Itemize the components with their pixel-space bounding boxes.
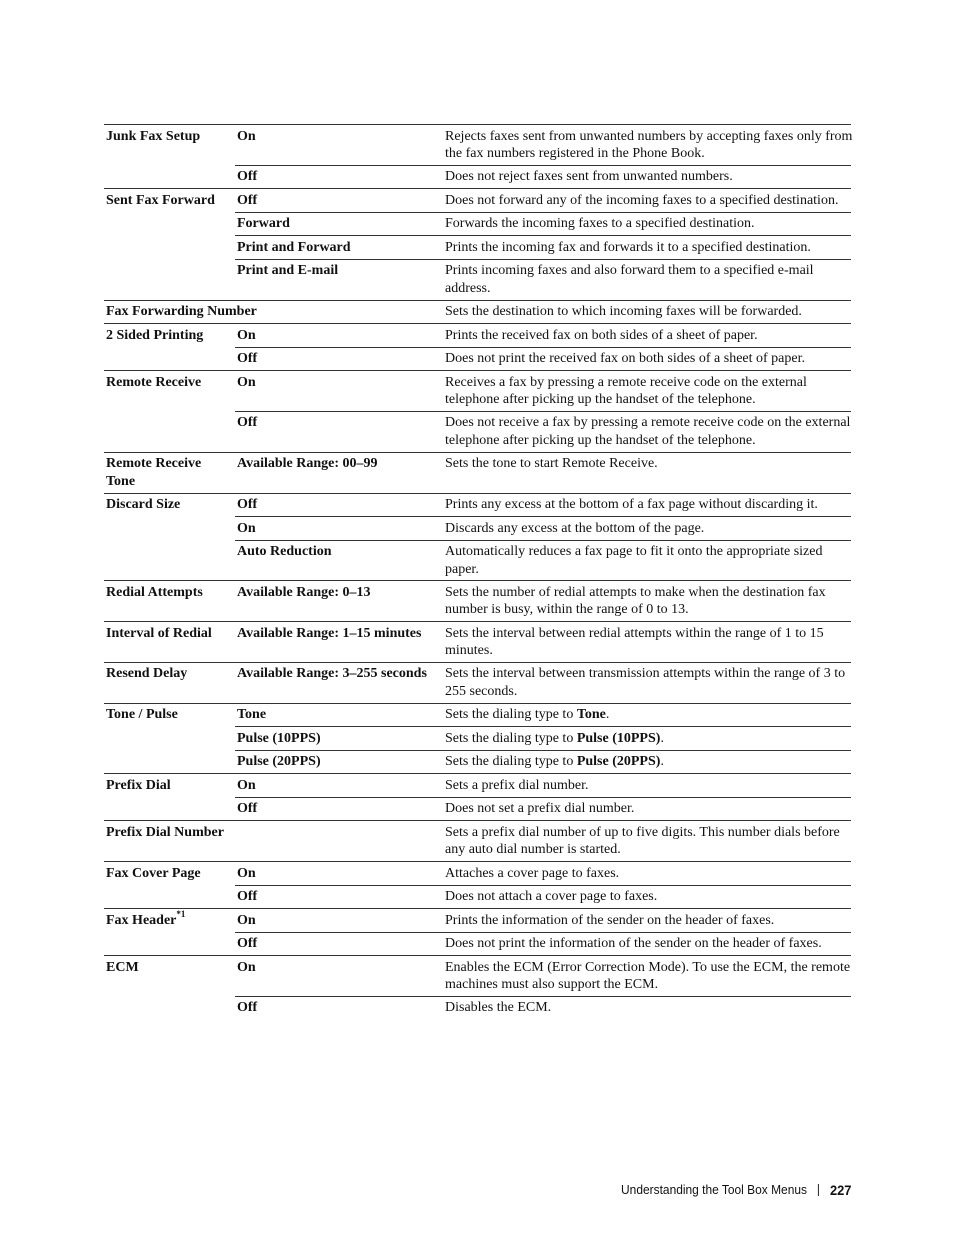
table-row: [104, 543, 851, 580]
menu-item-text: 2 Sided Printing: [106, 327, 204, 343]
table-row: [104, 239, 851, 259]
table-rule: [104, 621, 851, 622]
table-rule: [235, 259, 851, 260]
footnote-marker: *1: [176, 908, 186, 919]
setting-description: Disables the ECM.: [445, 1000, 552, 1016]
table-row: [104, 128, 851, 165]
description-text: Sets the dialing type to: [445, 730, 577, 746]
table-row: [104, 665, 851, 702]
page-number: 227: [829, 1182, 851, 1198]
menu-item-name: [106, 496, 231, 514]
setting-description: Does not print the received fax on both sides of a sheet of paper.: [445, 351, 806, 367]
menu-item-text: Tone / Pulse: [106, 707, 178, 723]
table-rule: [104, 955, 851, 956]
setting-value: Off: [237, 1000, 258, 1016]
table-row: [104, 959, 851, 996]
table-rule: [104, 773, 851, 774]
description-emphasis: Tone: [576, 707, 606, 723]
menu-item-name: [106, 625, 231, 643]
setting-description: Does not forward any of the incoming faxes to a specified destination.: [445, 192, 839, 208]
table-row: [104, 168, 851, 188]
footer-section-title: Understanding the Tool Box Menus: [620, 1182, 807, 1197]
setting-description: Receives a fax by pressing a remote receive code on the external telephone after picking up the handset of the telephone.: [445, 374, 807, 408]
setting-description: Prints incoming faxes and also forward them to a specified e-mail address.: [445, 263, 814, 296]
setting-description: Rejects faxes sent from unwanted numbers by accepting faxes only from the fax numbers registered in the Phone Book.: [445, 128, 853, 161]
setting-value: Off: [237, 936, 258, 951]
setting-value: On: [237, 128, 256, 144]
menu-item-name: [106, 959, 231, 977]
setting-value: Off: [237, 415, 258, 431]
description-emphasis: Pulse (10PPS): [576, 730, 661, 746]
setting-description: Does not set a prefix dial number.: [445, 801, 635, 817]
menu-item-text: Prefix Dial Number: [106, 824, 224, 840]
setting-description: Sets a prefix dial number of up to five digits. This number dials before any auto dial number is started.: [445, 824, 840, 858]
setting-value: Auto Reduction: [237, 544, 332, 559]
description-text: Sets the dialing type to: [445, 707, 577, 723]
menu-item-name: [106, 374, 231, 392]
setting-description: Sets the tone to start Remote Receive.: [445, 456, 658, 472]
menu-item-name: [106, 303, 446, 321]
table-rule: [235, 411, 851, 412]
table-row: [104, 730, 851, 750]
menu-item-text: Interval of Redial: [106, 625, 212, 641]
menu-item-text: Discard Size: [106, 497, 181, 512]
table-rule: [104, 493, 851, 494]
setting-value: Off: [237, 169, 258, 185]
setting-description: Does not print the information of the sender on the header of faxes.: [445, 936, 822, 951]
menu-item-name: [106, 865, 231, 883]
setting-description: Sets the interval between redial attempts within the range of 1 to 15 minutes.: [445, 625, 824, 659]
setting-value: On: [237, 777, 256, 793]
setting-value: Off: [237, 889, 258, 904]
table-row: [104, 520, 851, 540]
footer-separator: [818, 1184, 819, 1196]
menu-item-name: [106, 455, 231, 490]
setting-description: Forwards the incoming faxes to a specified destination.: [445, 216, 755, 232]
menu-item-name: [106, 908, 231, 930]
menu-item-text: Sent Fax Forward: [106, 192, 215, 208]
table-rule: [104, 188, 851, 189]
description-text: .: [605, 707, 610, 723]
setting-description: Attaches a cover page to faxes.: [445, 865, 620, 881]
table-row: [104, 800, 851, 820]
table-rule: [235, 347, 851, 348]
setting-value: On: [237, 327, 256, 343]
setting-value: On: [237, 912, 256, 928]
table-rule: [235, 885, 851, 886]
table-row: [104, 999, 851, 1019]
table-row: [104, 414, 851, 451]
menu-item-text: Fax Forwarding Number: [106, 304, 257, 320]
setting-value: Pulse (10PPS): [237, 730, 321, 746]
setting-value: On: [237, 865, 256, 881]
table-rule: [104, 861, 851, 862]
setting-value: Off: [237, 351, 258, 367]
setting-value: On: [237, 959, 256, 975]
table-rule: [104, 370, 851, 371]
table-rule: [235, 516, 851, 517]
table-row: [104, 455, 851, 492]
table-row: [104, 327, 851, 347]
menu-item-text: Resend Delay: [106, 666, 188, 682]
setting-description: [445, 730, 853, 748]
table-rule: [104, 580, 851, 581]
setting-description: Prints the received fax on both sides of a sheet of paper.: [445, 327, 758, 343]
table-row: [104, 888, 851, 908]
table-rule: [104, 703, 851, 704]
setting-value: On: [237, 374, 256, 390]
setting-value: Off: [237, 801, 258, 817]
table-row: [104, 824, 851, 861]
menu-item-name: [106, 824, 231, 842]
table-row: [104, 374, 851, 411]
table-rule: [104, 300, 851, 301]
table-rule: [235, 996, 851, 997]
table-row: [104, 584, 851, 621]
setting-description: Automatically reduces a fax page to fit it onto the appropriate sized paper.: [445, 544, 823, 577]
menu-item-text: Fax Cover Page: [106, 865, 201, 881]
menu-item-text: Remote Receive Tone: [106, 456, 202, 489]
setting-description: Does not attach a cover page to faxes.: [445, 889, 658, 904]
setting-value: Available Range: 1–15 minutes: [237, 625, 422, 641]
table-row: [104, 865, 851, 885]
table-rule: [235, 932, 851, 933]
setting-description: [445, 706, 853, 724]
setting-value: Available Range: 0–13: [237, 584, 371, 600]
table-rule: [235, 726, 851, 727]
setting-value: Tone: [237, 707, 267, 723]
setting-description: Sets the interval between transmission attempts within the range of 3 to 255 seconds.: [445, 666, 846, 699]
menu-item-text: Junk Fax Setup: [106, 128, 201, 144]
description-text: .: [660, 730, 664, 746]
table-rule: [104, 908, 851, 909]
setting-description: Does not reject faxes sent from unwanted numbers.: [445, 169, 733, 185]
setting-description: Sets the destination to which incoming faxes will be forwarded.: [445, 304, 802, 320]
table-row: [104, 777, 851, 797]
table-row: [104, 350, 851, 370]
setting-value: Available Range: 00–99: [237, 456, 378, 472]
setting-description: Prints any excess at the bottom of a fax page without discarding it.: [445, 497, 818, 512]
setting-description: Sets the number of redial attempts to make when the destination fax number is busy, within the range of 0 to 13.: [445, 584, 826, 618]
table-rule: [104, 124, 851, 125]
table-row: [104, 706, 851, 726]
table-row: [104, 215, 851, 235]
menu-item-name: [106, 706, 231, 724]
description-text: .: [660, 754, 664, 770]
menu-item-name: [106, 128, 231, 146]
setting-description: Sets a prefix dial number.: [445, 777, 589, 793]
table-rule: [104, 662, 851, 663]
page-footer: [621, 1180, 851, 1200]
table-row: [104, 496, 851, 516]
setting-description: Enables the ECM (Error Correction Mode). To use the ECM, the remote machines must also support the ECM.: [445, 959, 851, 992]
table-row: [104, 753, 851, 773]
menu-item-name: [106, 327, 231, 345]
menu-item-text: Fax Header: [106, 912, 177, 928]
menu-item-name: [106, 192, 231, 210]
setting-description: Does not receive a fax by pressing a remote receive code on the external telephone after picking up the handset of the telephone.: [445, 415, 851, 448]
setting-value: Forward: [237, 216, 290, 232]
menu-item-text: ECM: [106, 959, 139, 975]
menu-item-text: Prefix Dial: [106, 777, 171, 793]
setting-value: Pulse (20PPS): [237, 754, 321, 770]
setting-value: Available Range: 3–255 seconds: [237, 666, 427, 682]
table-rule: [235, 540, 851, 541]
table-rule: [104, 820, 851, 821]
setting-description: Discards any excess at the bottom of the page.: [445, 520, 705, 536]
setting-value: Off: [237, 497, 258, 512]
table-row: [104, 908, 851, 932]
setting-description: [445, 753, 853, 771]
table-row: [104, 192, 851, 212]
table-rule: [235, 797, 851, 798]
description-emphasis: Pulse (20PPS): [576, 754, 661, 770]
menu-item-text: Redial Attempts: [106, 584, 203, 600]
table-row: [104, 262, 851, 299]
setting-description: Prints the incoming fax and forwards it to a specified destination.: [445, 239, 811, 255]
table-row: [104, 625, 851, 662]
table-row: [104, 935, 851, 955]
setting-value: Print and Forward: [237, 239, 351, 255]
setting-value: Print and E-mail: [237, 263, 339, 279]
table-rule: [235, 212, 851, 213]
setting-description: Prints the information of the sender on the header of faxes.: [445, 912, 775, 928]
menu-item-name: [106, 584, 231, 602]
setting-value: Off: [237, 192, 258, 208]
menu-item-name: [106, 665, 231, 683]
menu-item-name: [106, 777, 231, 795]
table-rule: [104, 323, 851, 324]
table-rule: [235, 165, 851, 166]
table-rule: [235, 235, 851, 236]
description-text: Sets the dialing type to: [445, 754, 577, 770]
table-row: [104, 303, 851, 323]
table-rule: [104, 452, 851, 453]
menu-item-text: Remote Receive: [106, 374, 202, 390]
table-rule: [235, 750, 851, 751]
setting-value: On: [237, 520, 256, 536]
